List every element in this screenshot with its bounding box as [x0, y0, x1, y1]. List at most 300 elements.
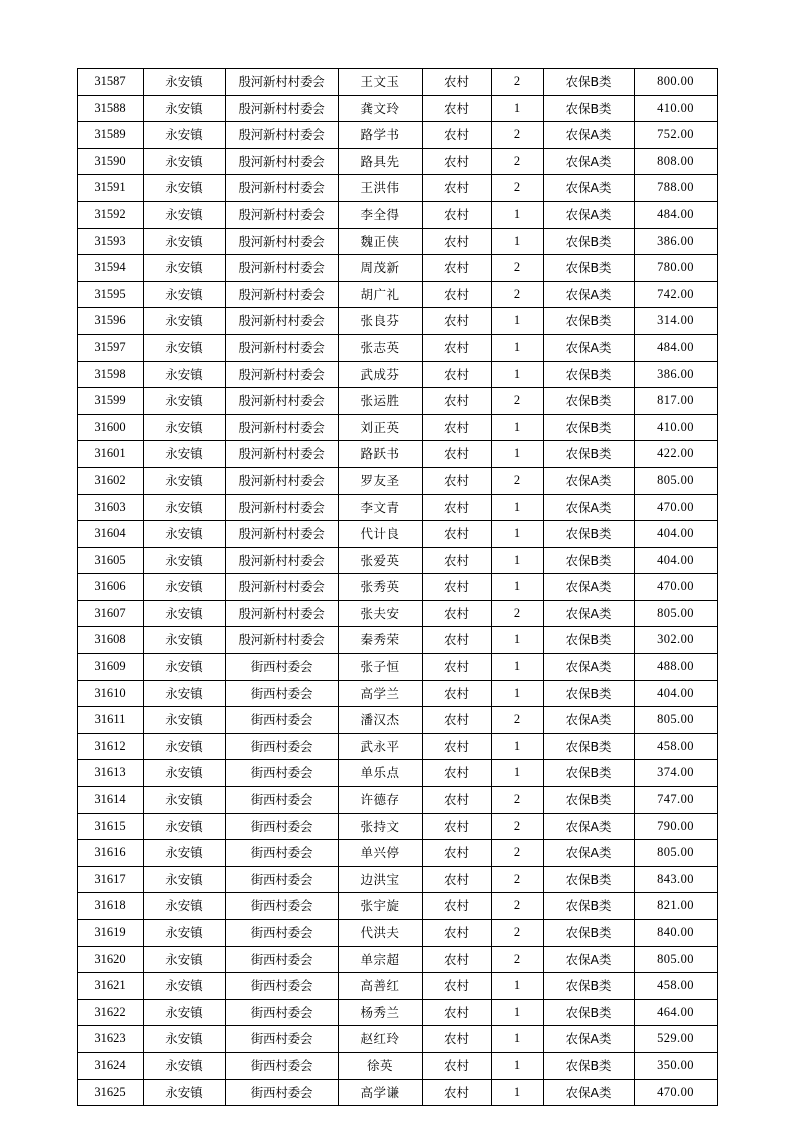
- cell-town: 永安镇: [143, 521, 225, 548]
- cell-category: 农保B类: [543, 866, 634, 893]
- cell-amount: 808.00: [634, 148, 717, 175]
- cell-category: 农保A类: [543, 1079, 634, 1106]
- cell-category: 农保B类: [543, 308, 634, 335]
- cell-level: 1: [491, 1026, 543, 1053]
- cell-id: 31593: [77, 228, 143, 255]
- cell-type: 农村: [422, 414, 491, 441]
- cell-village: 街西村委会: [225, 654, 338, 681]
- cell-village: 殷河新村村委会: [225, 600, 338, 627]
- cell-amount: 805.00: [634, 840, 717, 867]
- cell-name: 高学谦: [338, 1079, 422, 1106]
- cell-village: 殷河新村村委会: [225, 574, 338, 601]
- table-row: [77, 866, 717, 893]
- cell-amount: 404.00: [634, 547, 717, 574]
- cell-type: 农村: [422, 441, 491, 468]
- cell-village: 殷河新村村委会: [225, 361, 338, 388]
- cell-level: 1: [491, 361, 543, 388]
- table-row: [77, 494, 717, 521]
- cell-village: 殷河新村村委会: [225, 334, 338, 361]
- cell-town: 永安镇: [143, 175, 225, 202]
- cell-town: 永安镇: [143, 547, 225, 574]
- cell-type: 农村: [422, 122, 491, 149]
- cell-id: 31607: [77, 600, 143, 627]
- cell-village: 街西村委会: [225, 733, 338, 760]
- cell-town: 永安镇: [143, 255, 225, 282]
- cell-level: 2: [491, 813, 543, 840]
- table-row: [77, 999, 717, 1026]
- cell-town: 永安镇: [143, 308, 225, 335]
- cell-level: 1: [491, 308, 543, 335]
- cell-id: 31606: [77, 574, 143, 601]
- table-row: [77, 388, 717, 415]
- cell-type: 农村: [422, 893, 491, 920]
- cell-amount: 350.00: [634, 1052, 717, 1079]
- cell-category: 农保B类: [543, 680, 634, 707]
- cell-village: 街西村委会: [225, 1026, 338, 1053]
- table-row: [77, 547, 717, 574]
- table-row: [77, 281, 717, 308]
- cell-level: 1: [491, 760, 543, 787]
- cell-level: 1: [491, 547, 543, 574]
- table-row: [77, 1026, 717, 1053]
- table-row: [77, 574, 717, 601]
- cell-category: 农保A类: [543, 840, 634, 867]
- cell-amount: 314.00: [634, 308, 717, 335]
- cell-level: 1: [491, 574, 543, 601]
- cell-level: 2: [491, 122, 543, 149]
- cell-type: 农村: [422, 148, 491, 175]
- table-row: [77, 920, 717, 947]
- cell-level: 2: [491, 175, 543, 202]
- cell-level: 1: [491, 95, 543, 122]
- cell-town: 永安镇: [143, 707, 225, 734]
- cell-name: 魏正侠: [338, 228, 422, 255]
- table-row: [77, 946, 717, 973]
- cell-type: 农村: [422, 920, 491, 947]
- cell-town: 永安镇: [143, 840, 225, 867]
- cell-name: 刘正英: [338, 414, 422, 441]
- cell-name: 李全得: [338, 201, 422, 228]
- cell-town: 永安镇: [143, 973, 225, 1000]
- cell-amount: 374.00: [634, 760, 717, 787]
- cell-level: 1: [491, 414, 543, 441]
- table-row: [77, 1052, 717, 1079]
- cell-type: 农村: [422, 334, 491, 361]
- table-row: [77, 760, 717, 787]
- cell-name: 秦秀荣: [338, 627, 422, 654]
- cell-id: 31619: [77, 920, 143, 947]
- cell-id: 31613: [77, 760, 143, 787]
- cell-category: 农保B类: [543, 627, 634, 654]
- cell-category: 农保B类: [543, 760, 634, 787]
- cell-name: 高善红: [338, 973, 422, 1000]
- cell-level: 2: [491, 893, 543, 920]
- cell-name: 周茂新: [338, 255, 422, 282]
- cell-id: 31611: [77, 707, 143, 734]
- cell-town: 永安镇: [143, 1026, 225, 1053]
- cell-amount: 484.00: [634, 201, 717, 228]
- cell-town: 永安镇: [143, 680, 225, 707]
- table-row: [77, 627, 717, 654]
- cell-level: 2: [491, 840, 543, 867]
- cell-level: 2: [491, 920, 543, 947]
- table-row: [77, 228, 717, 255]
- cell-type: 农村: [422, 973, 491, 1000]
- cell-type: 农村: [422, 201, 491, 228]
- cell-name: 张志英: [338, 334, 422, 361]
- cell-name: 张持文: [338, 813, 422, 840]
- cell-level: 2: [491, 148, 543, 175]
- cell-amount: 800.00: [634, 69, 717, 96]
- table-row: [77, 680, 717, 707]
- cell-level: 1: [491, 733, 543, 760]
- cell-amount: 780.00: [634, 255, 717, 282]
- cell-name: 张秀英: [338, 574, 422, 601]
- cell-category: 农保A类: [543, 201, 634, 228]
- beneficiary-table: [77, 68, 718, 1106]
- cell-village: 街西村委会: [225, 787, 338, 814]
- cell-category: 农保A类: [543, 122, 634, 149]
- cell-id: 31588: [77, 95, 143, 122]
- cell-amount: 404.00: [634, 680, 717, 707]
- cell-name: 武成芬: [338, 361, 422, 388]
- cell-village: 殷河新村村委会: [225, 521, 338, 548]
- cell-id: 31610: [77, 680, 143, 707]
- cell-amount: 302.00: [634, 627, 717, 654]
- cell-town: 永安镇: [143, 574, 225, 601]
- table-row: [77, 840, 717, 867]
- cell-name: 王文玉: [338, 69, 422, 96]
- cell-village: 殷河新村村委会: [225, 441, 338, 468]
- cell-type: 农村: [422, 308, 491, 335]
- cell-town: 永安镇: [143, 893, 225, 920]
- cell-id: 31595: [77, 281, 143, 308]
- cell-amount: 752.00: [634, 122, 717, 149]
- cell-town: 永安镇: [143, 760, 225, 787]
- cell-name: 杨秀兰: [338, 999, 422, 1026]
- cell-town: 永安镇: [143, 361, 225, 388]
- cell-amount: 840.00: [634, 920, 717, 947]
- cell-type: 农村: [422, 813, 491, 840]
- cell-name: 张爱英: [338, 547, 422, 574]
- cell-category: 农保B类: [543, 999, 634, 1026]
- cell-amount: 470.00: [634, 574, 717, 601]
- cell-category: 农保B类: [543, 69, 634, 96]
- cell-id: 31598: [77, 361, 143, 388]
- table-row: [77, 707, 717, 734]
- cell-town: 永安镇: [143, 69, 225, 96]
- cell-town: 永安镇: [143, 733, 225, 760]
- cell-name: 许德存: [338, 787, 422, 814]
- cell-village: 街西村委会: [225, 866, 338, 893]
- cell-type: 农村: [422, 95, 491, 122]
- cell-amount: 805.00: [634, 707, 717, 734]
- table-row: [77, 893, 717, 920]
- cell-level: 1: [491, 973, 543, 1000]
- cell-type: 农村: [422, 787, 491, 814]
- cell-name: 张夫安: [338, 600, 422, 627]
- cell-category: 农保A类: [543, 600, 634, 627]
- cell-id: 31614: [77, 787, 143, 814]
- cell-town: 永安镇: [143, 654, 225, 681]
- cell-id: 31609: [77, 654, 143, 681]
- cell-category: 农保B类: [543, 388, 634, 415]
- cell-name: 代计良: [338, 521, 422, 548]
- table-row: [77, 787, 717, 814]
- cell-village: 街西村委会: [225, 813, 338, 840]
- cell-town: 永安镇: [143, 148, 225, 175]
- table-row: [77, 308, 717, 335]
- cell-village: 殷河新村村委会: [225, 414, 338, 441]
- cell-category: 农保B类: [543, 547, 634, 574]
- cell-name: 单宗超: [338, 946, 422, 973]
- table-row: [77, 467, 717, 494]
- cell-type: 农村: [422, 547, 491, 574]
- cell-type: 农村: [422, 733, 491, 760]
- cell-type: 农村: [422, 627, 491, 654]
- cell-town: 永安镇: [143, 414, 225, 441]
- cell-id: 31616: [77, 840, 143, 867]
- cell-level: 1: [491, 494, 543, 521]
- cell-type: 农村: [422, 707, 491, 734]
- cell-category: 农保A类: [543, 148, 634, 175]
- cell-amount: 788.00: [634, 175, 717, 202]
- cell-amount: 464.00: [634, 999, 717, 1026]
- table-row: [77, 813, 717, 840]
- table-row: [77, 122, 717, 149]
- table-body: [77, 69, 717, 1106]
- cell-category: 农保B类: [543, 787, 634, 814]
- cell-category: 农保B类: [543, 414, 634, 441]
- cell-village: 殷河新村村委会: [225, 388, 338, 415]
- cell-village: 殷河新村村委会: [225, 547, 338, 574]
- cell-name: 赵红玲: [338, 1026, 422, 1053]
- cell-id: 31612: [77, 733, 143, 760]
- cell-village: 殷河新村村委会: [225, 148, 338, 175]
- cell-level: 2: [491, 69, 543, 96]
- cell-amount: 821.00: [634, 893, 717, 920]
- cell-type: 农村: [422, 999, 491, 1026]
- cell-village: 殷河新村村委会: [225, 201, 338, 228]
- cell-category: 农保A类: [543, 707, 634, 734]
- cell-category: 农保B类: [543, 441, 634, 468]
- cell-village: 街西村委会: [225, 707, 338, 734]
- cell-village: 街西村委会: [225, 893, 338, 920]
- table-row: [77, 654, 717, 681]
- cell-category: 农保A类: [543, 1026, 634, 1053]
- cell-type: 农村: [422, 175, 491, 202]
- cell-type: 农村: [422, 840, 491, 867]
- cell-town: 永安镇: [143, 787, 225, 814]
- cell-type: 农村: [422, 69, 491, 96]
- table-row: [77, 95, 717, 122]
- cell-level: 1: [491, 228, 543, 255]
- cell-id: 31621: [77, 973, 143, 1000]
- cell-town: 永安镇: [143, 334, 225, 361]
- cell-level: 2: [491, 600, 543, 627]
- cell-village: 街西村委会: [225, 999, 338, 1026]
- table-container: [77, 68, 717, 1106]
- cell-amount: 458.00: [634, 973, 717, 1000]
- cell-id: 31589: [77, 122, 143, 149]
- cell-town: 永安镇: [143, 281, 225, 308]
- cell-village: 街西村委会: [225, 946, 338, 973]
- cell-type: 农村: [422, 361, 491, 388]
- cell-name: 高学兰: [338, 680, 422, 707]
- table-row: [77, 441, 717, 468]
- cell-level: 2: [491, 467, 543, 494]
- cell-level: 2: [491, 255, 543, 282]
- cell-type: 农村: [422, 388, 491, 415]
- cell-category: 农保B类: [543, 973, 634, 1000]
- cell-type: 农村: [422, 866, 491, 893]
- cell-name: 路学书: [338, 122, 422, 149]
- cell-type: 农村: [422, 467, 491, 494]
- table-row: [77, 175, 717, 202]
- cell-amount: 484.00: [634, 334, 717, 361]
- cell-category: 农保B类: [543, 255, 634, 282]
- cell-amount: 805.00: [634, 467, 717, 494]
- cell-village: 街西村委会: [225, 760, 338, 787]
- cell-id: 31597: [77, 334, 143, 361]
- cell-name: 张宇旋: [338, 893, 422, 920]
- cell-type: 农村: [422, 281, 491, 308]
- cell-category: 农保A类: [543, 813, 634, 840]
- cell-level: 1: [491, 521, 543, 548]
- table-row: [77, 1079, 717, 1106]
- cell-town: 永安镇: [143, 999, 225, 1026]
- cell-id: 31596: [77, 308, 143, 335]
- table-row: [77, 600, 717, 627]
- cell-level: 1: [491, 334, 543, 361]
- table-row: [77, 521, 717, 548]
- cell-name: 单乐点: [338, 760, 422, 787]
- cell-name: 龚文玲: [338, 95, 422, 122]
- cell-town: 永安镇: [143, 920, 225, 947]
- cell-amount: 529.00: [634, 1026, 717, 1053]
- cell-amount: 790.00: [634, 813, 717, 840]
- cell-amount: 488.00: [634, 654, 717, 681]
- cell-category: 农保A类: [543, 175, 634, 202]
- cell-town: 永安镇: [143, 1079, 225, 1106]
- table-row: [77, 255, 717, 282]
- cell-amount: 805.00: [634, 600, 717, 627]
- cell-category: 农保B类: [543, 95, 634, 122]
- cell-type: 农村: [422, 680, 491, 707]
- cell-name: 张子恒: [338, 654, 422, 681]
- cell-name: 单兴停: [338, 840, 422, 867]
- cell-type: 农村: [422, 946, 491, 973]
- cell-village: 街西村委会: [225, 920, 338, 947]
- table-row: [77, 334, 717, 361]
- cell-level: 1: [491, 999, 543, 1026]
- cell-village: 殷河新村村委会: [225, 95, 338, 122]
- cell-village: 殷河新村村委会: [225, 69, 338, 96]
- cell-type: 农村: [422, 1052, 491, 1079]
- cell-village: 殷河新村村委会: [225, 255, 338, 282]
- cell-type: 农村: [422, 255, 491, 282]
- cell-village: 街西村委会: [225, 973, 338, 1000]
- cell-category: 农保A类: [543, 281, 634, 308]
- cell-amount: 404.00: [634, 521, 717, 548]
- cell-category: 农保B类: [543, 733, 634, 760]
- cell-type: 农村: [422, 654, 491, 681]
- table-row: [77, 148, 717, 175]
- cell-id: 31624: [77, 1052, 143, 1079]
- cell-id: 31592: [77, 201, 143, 228]
- cell-id: 31623: [77, 1026, 143, 1053]
- cell-town: 永安镇: [143, 813, 225, 840]
- cell-id: 31625: [77, 1079, 143, 1106]
- cell-name: 徐英: [338, 1052, 422, 1079]
- cell-town: 永安镇: [143, 95, 225, 122]
- cell-town: 永安镇: [143, 494, 225, 521]
- table-row: [77, 733, 717, 760]
- cell-town: 永安镇: [143, 627, 225, 654]
- cell-town: 永安镇: [143, 201, 225, 228]
- cell-category: 农保A类: [543, 494, 634, 521]
- cell-id: 31600: [77, 414, 143, 441]
- cell-type: 农村: [422, 228, 491, 255]
- cell-village: 殷河新村村委会: [225, 494, 338, 521]
- cell-id: 31604: [77, 521, 143, 548]
- cell-amount: 386.00: [634, 228, 717, 255]
- cell-town: 永安镇: [143, 866, 225, 893]
- cell-category: 农保A类: [543, 467, 634, 494]
- cell-village: 街西村委会: [225, 1079, 338, 1106]
- cell-id: 31617: [77, 866, 143, 893]
- cell-category: 农保B类: [543, 361, 634, 388]
- cell-town: 永安镇: [143, 122, 225, 149]
- cell-category: 农保B类: [543, 521, 634, 548]
- cell-id: 31603: [77, 494, 143, 521]
- cell-town: 永安镇: [143, 388, 225, 415]
- cell-amount: 805.00: [634, 946, 717, 973]
- cell-village: 街西村委会: [225, 840, 338, 867]
- cell-type: 农村: [422, 760, 491, 787]
- table-row: [77, 201, 717, 228]
- cell-amount: 458.00: [634, 733, 717, 760]
- cell-amount: 410.00: [634, 414, 717, 441]
- cell-town: 永安镇: [143, 600, 225, 627]
- cell-name: 李文青: [338, 494, 422, 521]
- cell-name: 罗友圣: [338, 467, 422, 494]
- cell-category: 农保A类: [543, 946, 634, 973]
- cell-id: 31601: [77, 441, 143, 468]
- table-row: [77, 361, 717, 388]
- cell-category: 农保B类: [543, 920, 634, 947]
- cell-level: 1: [491, 627, 543, 654]
- cell-category: 农保A类: [543, 654, 634, 681]
- cell-type: 农村: [422, 494, 491, 521]
- cell-amount: 470.00: [634, 1079, 717, 1106]
- cell-amount: 747.00: [634, 787, 717, 814]
- cell-level: 1: [491, 1052, 543, 1079]
- cell-village: 殷河新村村委会: [225, 308, 338, 335]
- cell-amount: 410.00: [634, 95, 717, 122]
- table-row: [77, 414, 717, 441]
- cell-level: 1: [491, 654, 543, 681]
- cell-name: 路具先: [338, 148, 422, 175]
- cell-town: 永安镇: [143, 228, 225, 255]
- cell-type: 农村: [422, 1026, 491, 1053]
- cell-amount: 470.00: [634, 494, 717, 521]
- cell-amount: 742.00: [634, 281, 717, 308]
- cell-village: 街西村委会: [225, 680, 338, 707]
- cell-category: 农保B类: [543, 893, 634, 920]
- cell-level: 2: [491, 787, 543, 814]
- cell-id: 31615: [77, 813, 143, 840]
